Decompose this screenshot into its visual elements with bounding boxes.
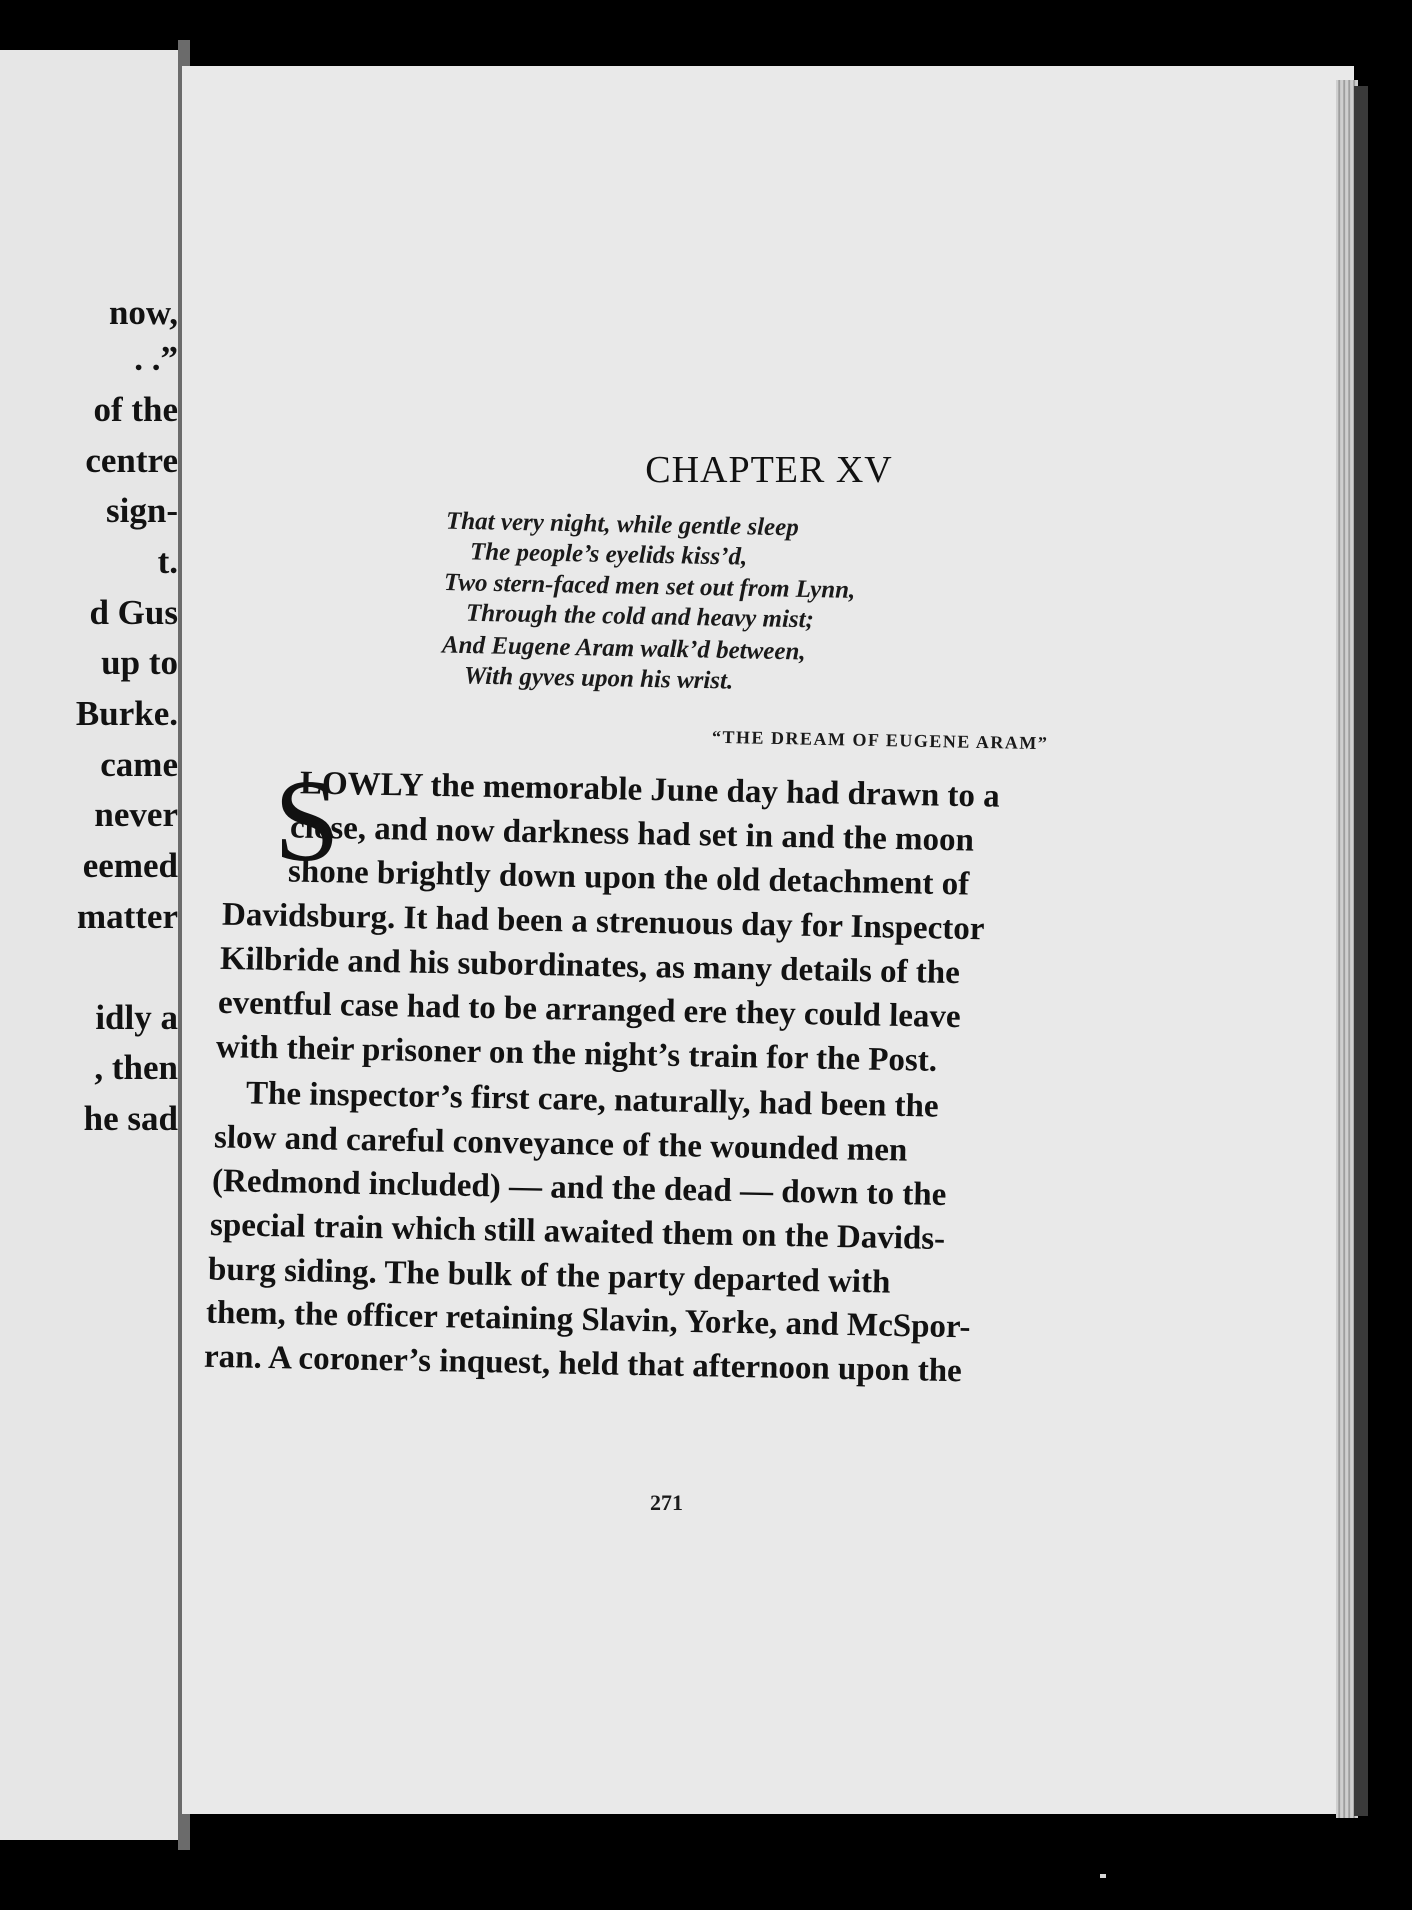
body-line: close, and now darkness had set in and the moon: [289, 809, 975, 859]
left-page-line: came: [100, 745, 178, 784]
body-line: eventful case had to be arranged ere they could leave: [217, 984, 961, 1036]
right-page: [182, 66, 1354, 1814]
body-line: them, the officer retaining Slavin, Yorke, and McSpor-: [205, 1294, 971, 1346]
epigraph-line: That very night, while gentle sleep: [445, 507, 799, 542]
left-page-line: he sad: [83, 1099, 178, 1138]
chapter-title: CHAPTER XV: [645, 449, 893, 491]
epigraph-line: And Eugene Aram walk’d between,: [441, 631, 806, 666]
body-line: ran. A coroner’s inquest, held that afternoon upon the: [203, 1338, 963, 1390]
body-line: shone brightly down upon the old detachment of: [287, 853, 970, 903]
body-line: (Redmond included) — and the dead — down to the: [211, 1162, 947, 1214]
left-page-line: of the: [93, 390, 178, 429]
epigraph-line: The people’s eyelids kiss’d,: [469, 538, 748, 571]
left-page-line: t.: [157, 542, 178, 581]
epigraph-line: With gyves upon his wrist.: [463, 662, 734, 695]
left-page-line: matter: [76, 897, 178, 936]
scan-speck: [1100, 1874, 1106, 1878]
body-line: with their prisoner on the night’s train for the Post.: [215, 1029, 938, 1079]
left-page-line: , then: [94, 1048, 178, 1087]
body-line: Davidsburg. It had been a strenuous day for Inspector: [221, 896, 985, 948]
epigraph-attribution: “THE DREAM OF EUGENE ARAM”: [711, 726, 1049, 754]
left-page-line: d Gus: [89, 593, 178, 632]
left-page-line: idly a: [95, 998, 178, 1037]
page-number: 271: [650, 1490, 683, 1515]
left-page-line: sign-: [106, 491, 178, 530]
body-line: Kilbride and his subordinates, as many details of the: [219, 940, 961, 992]
body-line: burg siding. The bulk of the party departed with: [207, 1251, 891, 1301]
left-page-line: Burke.: [75, 694, 178, 733]
left-page-line: now,: [108, 293, 178, 332]
left-page-line: eemed: [82, 846, 178, 885]
body-line: The inspector’s first care, naturally, had been the: [245, 1075, 939, 1125]
left-page-line: never: [94, 795, 178, 834]
body-line: slow and careful conveyance of the wounded men: [213, 1119, 908, 1169]
left-facing-page: [0, 50, 178, 1840]
body-line: LOWLY the memorable June day had drawn to a: [299, 765, 1001, 815]
book-edge-shadow: [1354, 86, 1368, 1816]
epigraph-line: Through the cold and heavy mist;: [465, 599, 815, 634]
epigraph-line: Two stern-faced men set out from Lynn,: [443, 569, 856, 604]
left-page-line: centre: [85, 441, 178, 480]
left-page-line: up to: [101, 643, 178, 682]
drop-cap: S: [274, 755, 340, 886]
left-page-line: . .”: [134, 339, 178, 378]
body-line: special train which still awaited them on the Davids-: [209, 1206, 946, 1258]
